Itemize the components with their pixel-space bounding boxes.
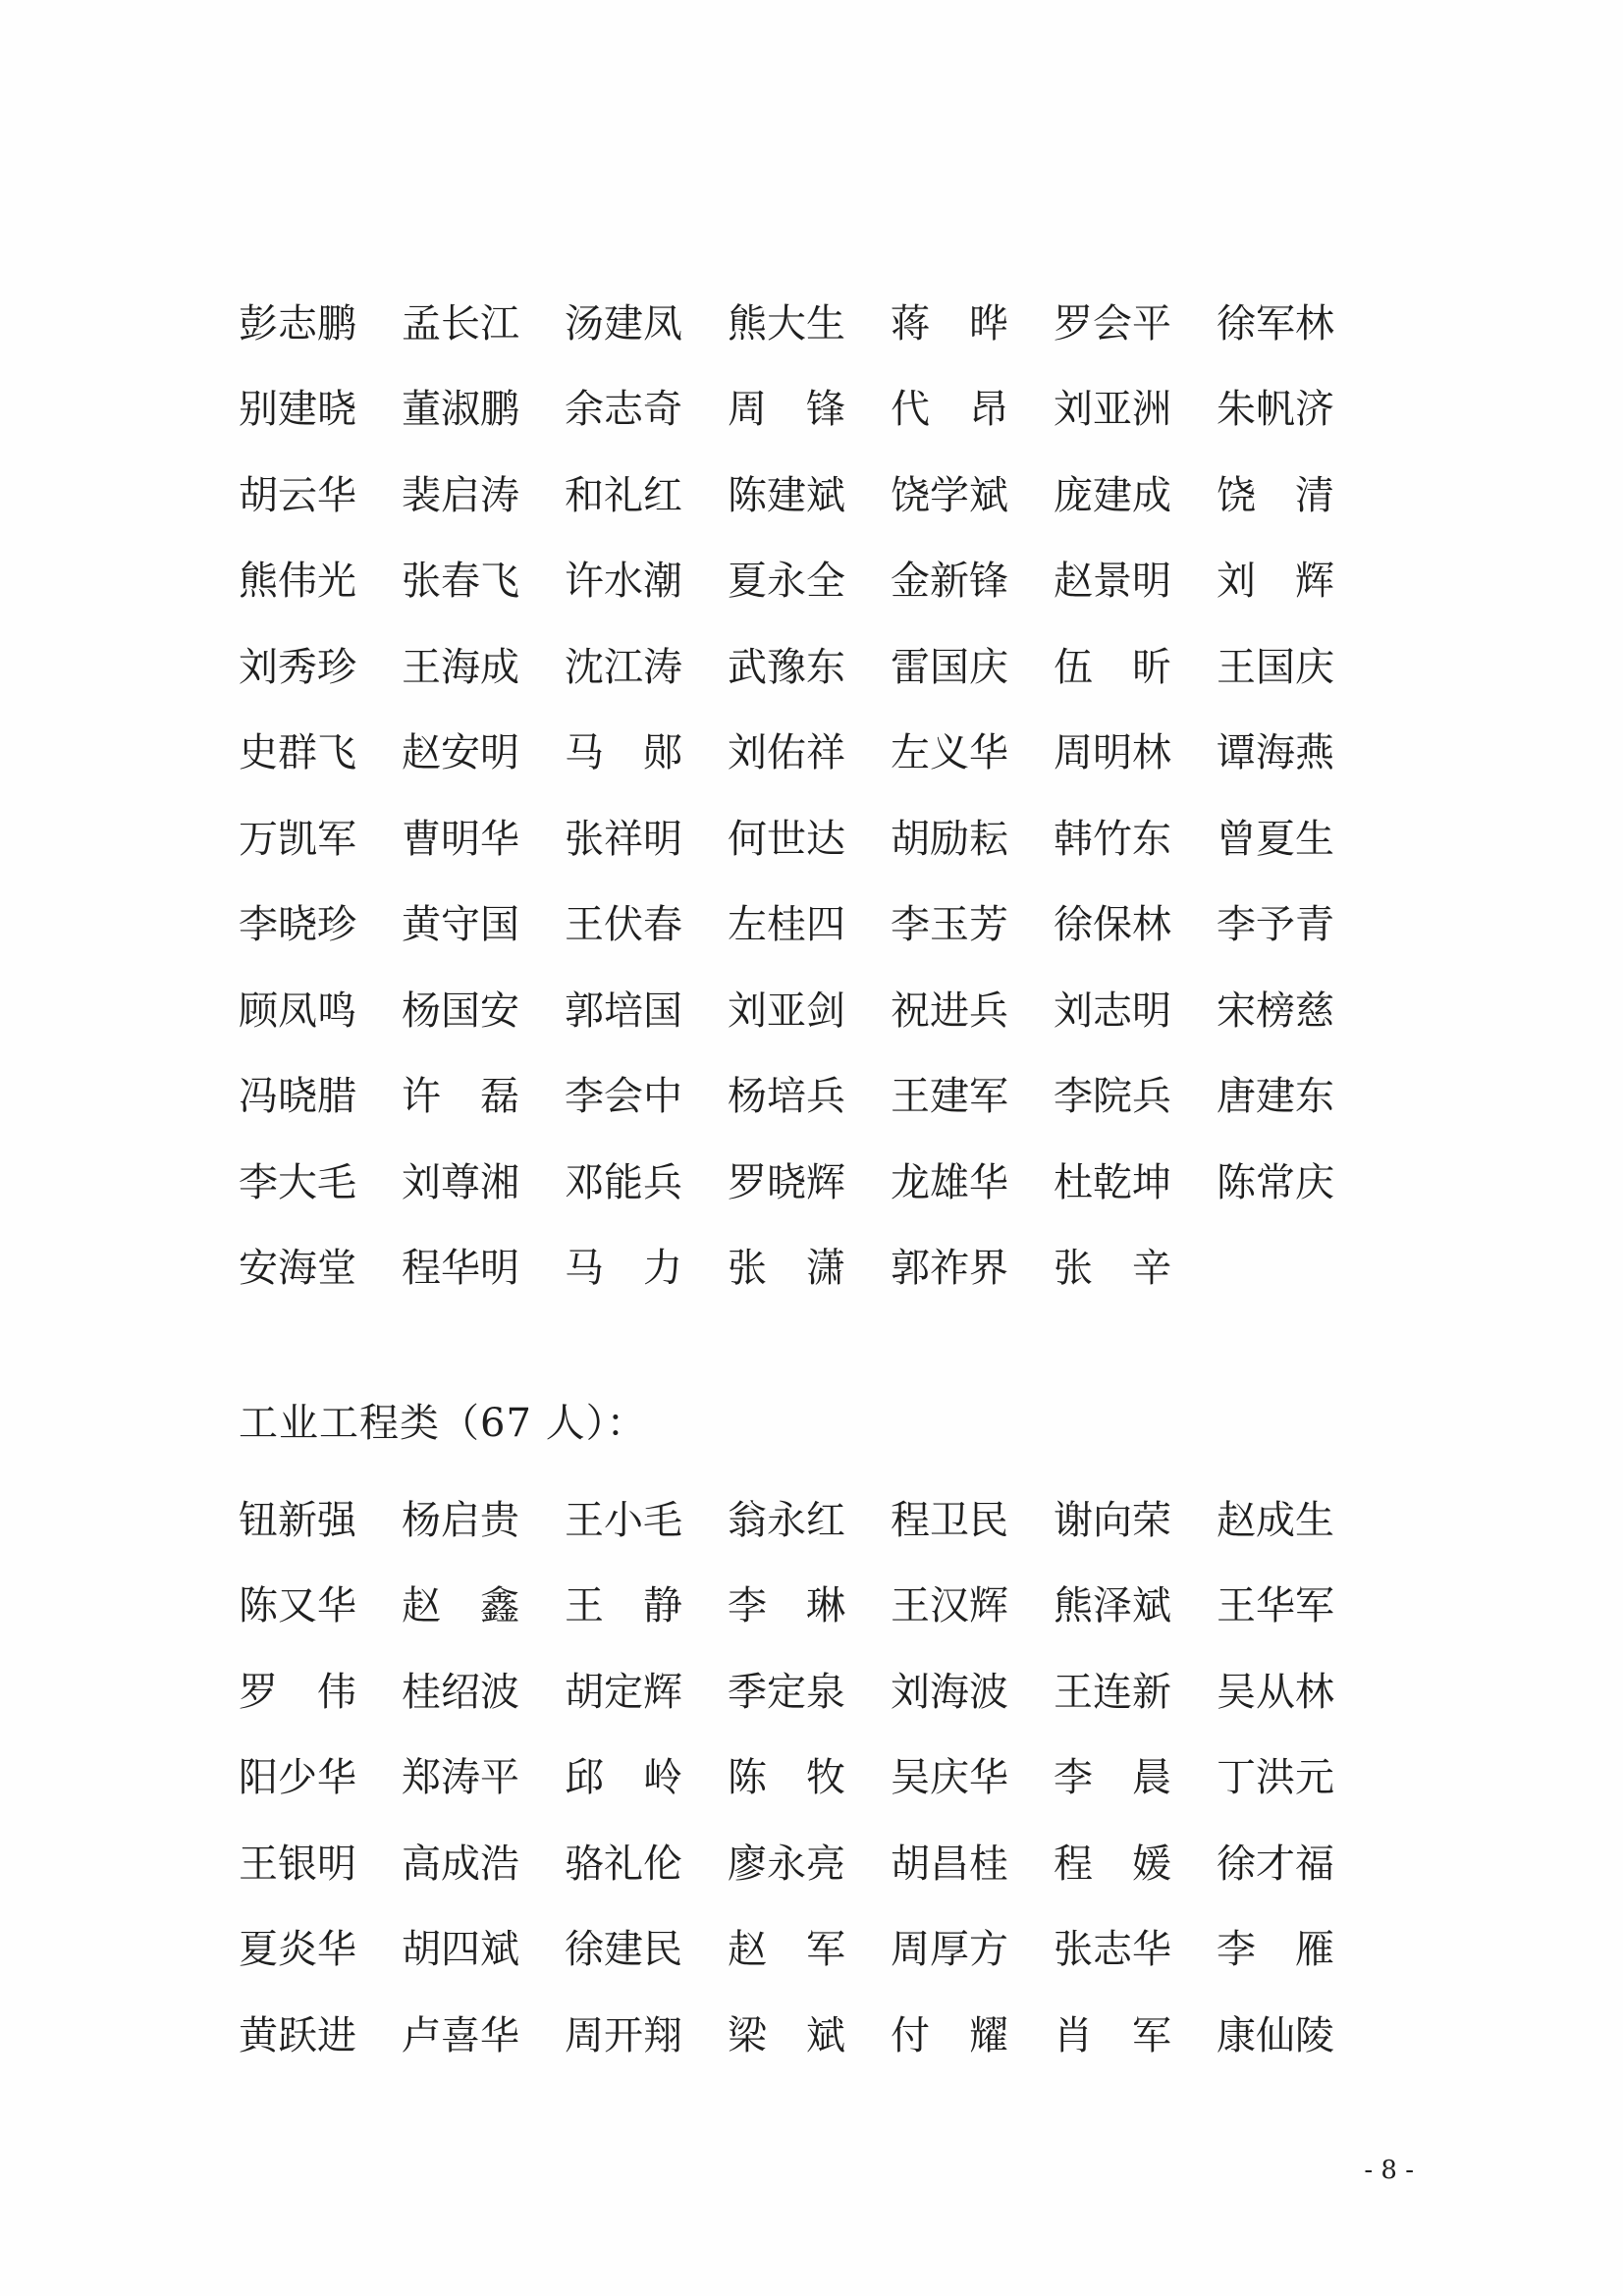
name-entry: 安 海 堂 xyxy=(239,1246,357,1292)
name-entry: 黄 守 国 xyxy=(402,902,520,948)
name-entry: 蒋 晔 xyxy=(891,300,1009,347)
name-entry: 邱 岭 xyxy=(565,1755,683,1801)
name-entry: 丁 洪 元 xyxy=(1217,1755,1335,1801)
name-entry: 刘 志 明 xyxy=(1054,988,1172,1034)
name-entry: 周 开 翔 xyxy=(565,2012,683,2058)
name-entry: 吴 庆 华 xyxy=(891,1755,1009,1801)
name-entry: 徐 才 福 xyxy=(1217,1841,1335,1887)
name-entry: 罗 晓 辉 xyxy=(728,1159,846,1205)
name-entry: 史 群 飞 xyxy=(239,730,357,776)
name-entry: 陈 牧 xyxy=(728,1755,846,1801)
name-entry: 刘 海 波 xyxy=(891,1669,1009,1715)
name-entry: 谢 向 荣 xyxy=(1054,1497,1172,1543)
name-entry: 郭 培 国 xyxy=(565,988,683,1034)
name-entry: 饶 清 xyxy=(1217,472,1335,518)
name-entry: 刘 佑 祥 xyxy=(728,730,846,776)
name-entry: 熊 大 生 xyxy=(728,300,846,347)
name-entry: 顾 凤 鸣 xyxy=(239,988,357,1034)
name-entry: 李 晨 xyxy=(1054,1755,1172,1801)
name-entry: 徐 建 民 xyxy=(565,1927,683,1973)
name-entry: 孟 长 江 xyxy=(402,300,520,347)
name-entry: 周 锋 xyxy=(728,387,846,433)
section-heading-industrial-engineering: 工业工程类（67 人）： xyxy=(239,1401,647,1446)
name-entry: 张 祥 明 xyxy=(565,816,683,862)
name-entry: 李 院 兵 xyxy=(1054,1074,1172,1120)
name-entry: 周 明 林 xyxy=(1054,730,1172,776)
name-entry: 赵 安 明 xyxy=(402,730,520,776)
name-entry: 张 春 飞 xyxy=(402,559,520,605)
name-entry: 杜 乾 坤 xyxy=(1054,1159,1172,1205)
name-entry: 翁 永 红 xyxy=(728,1497,846,1543)
name-entry: 王 海 成 xyxy=(402,644,520,690)
name-entry: 梁 斌 xyxy=(728,2012,846,2058)
name-entry: 董 淑 鹏 xyxy=(402,387,520,433)
name-entry: 汤 建 凤 xyxy=(565,300,683,347)
name-entry: 高 成 浩 xyxy=(402,1841,520,1887)
name-entry: 何 世 达 xyxy=(728,816,846,862)
name-entry: 赵 成 生 xyxy=(1217,1497,1335,1543)
name-entry: 赵 景 明 xyxy=(1054,559,1172,605)
name-entry: 李 雁 xyxy=(1217,1927,1335,1973)
name-entry: 左 桂 四 xyxy=(728,902,846,948)
name-entry: 胡 云 华 xyxy=(239,472,357,518)
name-entry: 郭 祚 界 xyxy=(891,1246,1009,1292)
name-list-section-b xyxy=(239,1477,1397,2079)
name-entry: 张 辛 xyxy=(1054,1246,1172,1292)
name-entry: 王 连 新 xyxy=(1054,1669,1172,1715)
name-entry: 许 水 潮 xyxy=(565,559,683,605)
name-entry: 杨 培 兵 xyxy=(728,1074,846,1120)
name-entry: 卢 喜 华 xyxy=(402,2012,520,2058)
name-entry: 罗 会 平 xyxy=(1054,300,1172,347)
name-entry: 赵 鑫 xyxy=(402,1583,520,1629)
name-entry: 李 会 中 xyxy=(565,1074,683,1120)
name-entry: 别 建 晓 xyxy=(239,387,357,433)
name-entry: 郑 涛 平 xyxy=(402,1755,520,1801)
name-list-section-a xyxy=(239,281,1397,1311)
name-entry: 曹 明 华 xyxy=(402,816,520,862)
name-entry: 武 豫 东 xyxy=(728,644,846,690)
name-entry: 王 华 军 xyxy=(1217,1583,1335,1629)
name-entry: 王 伏 春 xyxy=(565,902,683,948)
name-entry: 王 汉 辉 xyxy=(891,1583,1009,1629)
name-entry: 钮 新 强 xyxy=(239,1497,357,1543)
name-entry: 胡 昌 桂 xyxy=(891,1841,1009,1887)
name-entry: 雷 国 庆 xyxy=(891,644,1009,690)
name-entry: 廖 永 亮 xyxy=(728,1841,846,1887)
name-entry: 和 礼 红 xyxy=(565,472,683,518)
name-entry: 冯 晓 腊 xyxy=(239,1074,357,1120)
name-entry: 杨 国 安 xyxy=(402,988,520,1034)
name-entry: 肖 军 xyxy=(1054,2012,1172,2058)
name-entry: 李 予 青 xyxy=(1217,902,1335,948)
name-entry: 饶 学 斌 xyxy=(891,472,1009,518)
name-entry: 刘 尊 湘 xyxy=(402,1159,520,1205)
name-entry: 许 磊 xyxy=(402,1074,520,1120)
name-entry: 余 志 奇 xyxy=(565,387,683,433)
name-entry: 左 义 华 xyxy=(891,730,1009,776)
name-entry: 谭 海 燕 xyxy=(1217,730,1335,776)
name-entry: 赵 军 xyxy=(728,1927,846,1973)
name-entry: 马 郧 xyxy=(565,730,683,776)
name-entry: 程 华 明 xyxy=(402,1246,520,1292)
name-entry: 沈 江 涛 xyxy=(565,644,683,690)
name-entry: 唐 建 东 xyxy=(1217,1074,1335,1120)
page-number: - 8 - xyxy=(1364,2156,1414,2185)
name-entry: 陈 建 斌 xyxy=(728,472,846,518)
name-entry: 裴 启 涛 xyxy=(402,472,520,518)
name-entry: 程 媛 xyxy=(1054,1841,1172,1887)
name-entry: 熊 泽 斌 xyxy=(1054,1583,1172,1629)
name-entry: 夏 炎 华 xyxy=(239,1927,357,1973)
name-entry: 陈 又 华 xyxy=(239,1583,357,1629)
name-entry: 金 新 锋 xyxy=(891,559,1009,605)
name-entry: 刘 辉 xyxy=(1217,559,1335,605)
name-entry: 付 耀 xyxy=(891,2012,1009,2058)
name-entry: 罗 伟 xyxy=(239,1669,357,1715)
name-entry: 程 卫 民 xyxy=(891,1497,1009,1543)
name-entry: 伍 昕 xyxy=(1054,644,1172,690)
name-entry: 熊 伟 光 xyxy=(239,559,357,605)
name-entry: 杨 启 贵 xyxy=(402,1497,520,1543)
name-entry: 夏 永 全 xyxy=(728,559,846,605)
name-entry: 马 力 xyxy=(565,1246,683,1292)
name-entry: 张 志 华 xyxy=(1054,1927,1172,1973)
name-entry: 阳 少 华 xyxy=(239,1755,357,1801)
name-entry: 李 玉 芳 xyxy=(891,902,1009,948)
name-entry: 曾 夏 生 xyxy=(1217,816,1335,862)
name-entry: 王 小 毛 xyxy=(565,1497,683,1543)
name-entry: 张 潇 xyxy=(728,1246,846,1292)
name-entry: 吴 从 林 xyxy=(1217,1669,1335,1715)
name-entry: 骆 礼 伦 xyxy=(565,1841,683,1887)
name-entry: 代 昂 xyxy=(891,387,1009,433)
name-entry: 刘 亚 剑 xyxy=(728,988,846,1034)
name-entry: 陈 常 庆 xyxy=(1217,1159,1335,1205)
name-entry: 徐 军 林 xyxy=(1217,300,1335,347)
name-entry: 宋 榜 慈 xyxy=(1217,988,1335,1034)
name-entry: 周 厚 方 xyxy=(891,1927,1009,1973)
name-entry: 刘 秀 珍 xyxy=(239,644,357,690)
name-entry: 黄 跃 进 xyxy=(239,2012,357,2058)
name-entry: 彭 志 鹏 xyxy=(239,300,357,347)
name-entry: 刘 亚 洲 xyxy=(1054,387,1172,433)
name-entry: 李 晓 珍 xyxy=(239,902,357,948)
name-entry: 桂 绍 波 xyxy=(402,1669,520,1715)
name-entry: 王 国 庆 xyxy=(1217,644,1335,690)
name-entry: 胡 励 耘 xyxy=(891,816,1009,862)
name-entry: 韩 竹 东 xyxy=(1054,816,1172,862)
name-entry: 徐 保 林 xyxy=(1054,902,1172,948)
name-entry: 季 定 泉 xyxy=(728,1669,846,1715)
name-entry: 王 建 军 xyxy=(891,1074,1009,1120)
name-entry: 朱 帆 济 xyxy=(1217,387,1335,433)
name-entry: 康 仙 陵 xyxy=(1217,2012,1335,2058)
name-entry: 李 琳 xyxy=(728,1583,846,1629)
name-entry: 胡 四 斌 xyxy=(402,1927,520,1973)
name-entry: 李 大 毛 xyxy=(239,1159,357,1205)
name-entry: 祝 进 兵 xyxy=(891,988,1009,1034)
name-entry: 龙 雄 华 xyxy=(891,1159,1009,1205)
name-entry: 胡 定 辉 xyxy=(565,1669,683,1715)
name-entry: 邓 能 兵 xyxy=(565,1159,683,1205)
name-entry: 万 凯 军 xyxy=(239,816,357,862)
name-entry: 王 静 xyxy=(565,1583,683,1629)
name-entry: 王 银 明 xyxy=(239,1841,357,1887)
name-entry: 庞 建 成 xyxy=(1054,472,1172,518)
